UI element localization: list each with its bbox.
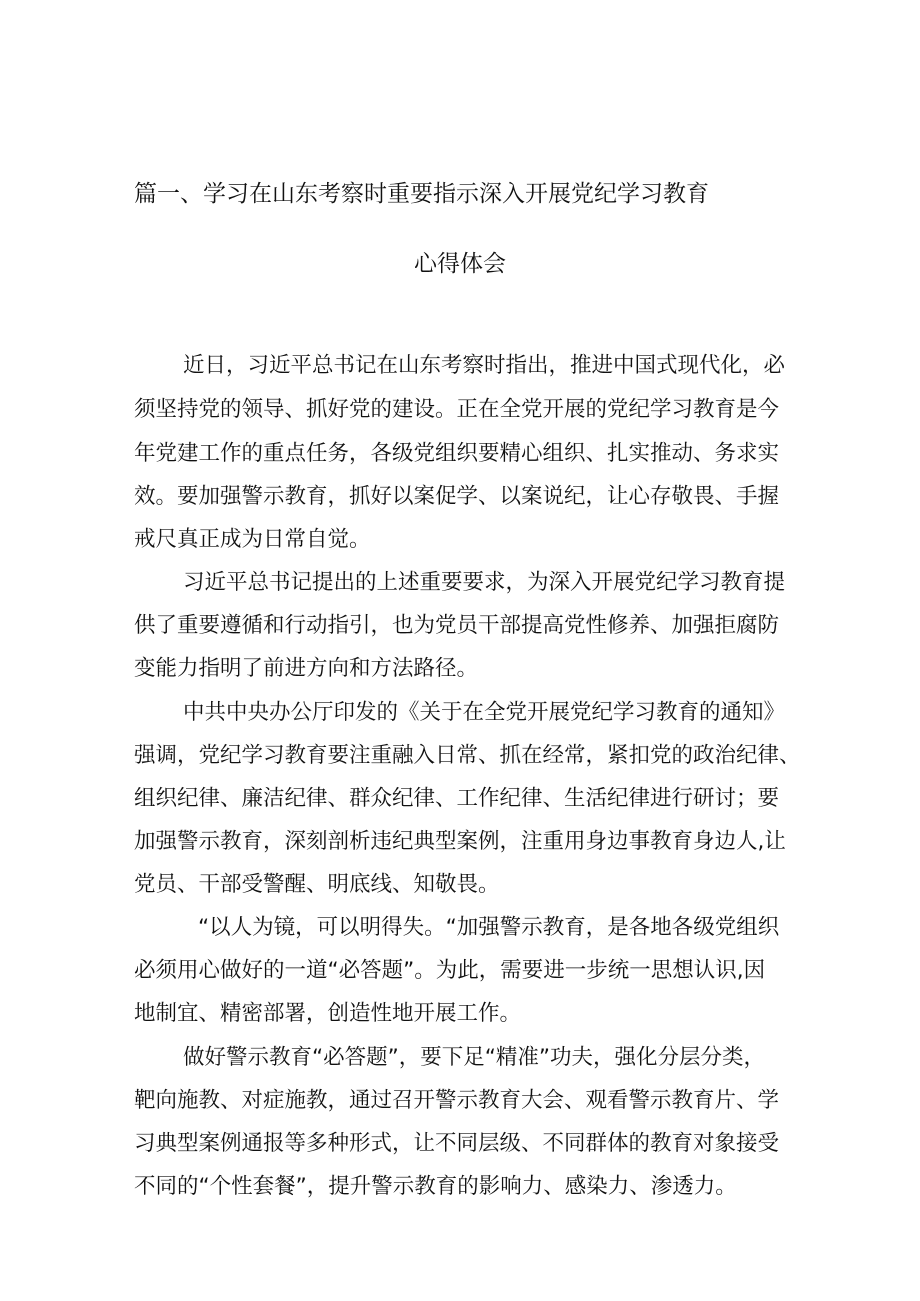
paragraph-line: 供了重要遵循和行动指引，也为党员干部提高党性修养、加强拒腐防: [134, 613, 780, 638]
paragraph-line: 近日，习近平总书记在山东考察时指出，推进中国式现代化，必: [183, 353, 786, 378]
paragraph-line: 不同的“个性套餐”，提升警示教育的影响力、感染力、渗透力。: [134, 1174, 737, 1199]
paragraph-line: 必须用心做好的一道“必答题”。为此，需要进一步统一思想认识,因: [134, 958, 766, 983]
paragraph-line: “以人为镜，可以明得失。“加强警示教育，是各地各级党组织: [198, 915, 780, 940]
paragraph-line: 党员、干部受警醒、明底线、知敬畏。: [134, 872, 500, 897]
paragraph-line: 须坚持党的领导、抓好党的建设。正在全党开展的党纪学习教育是今: [134, 397, 780, 422]
paragraph-line: 变能力指明了前进方向和方法路径。: [134, 656, 479, 681]
paragraph-line: 强调，党纪学习教育要注重融入日常、抓在经常，紧扣党的政治纪律、: [134, 743, 801, 768]
paragraph-line: 做好警示教育“必答题”，要下足“精准”功夫，强化分层分类，: [183, 1045, 766, 1070]
paragraph-line: 靶向施教、对症施教，通过召开警示教育大会、观看警示教育片、学: [134, 1088, 780, 1113]
title-line-1: 篇一、学习在山东考察时重要指示深入开展党纪学习教育: [134, 181, 709, 207]
paragraph-line: 年党建工作的重点任务，各级党组织要精心组织、扎实推动、务求实: [134, 441, 780, 466]
paragraph-line: 戒尺真正成为日常自觉。: [134, 527, 371, 552]
title-line-2: 心得体会: [414, 251, 506, 277]
paragraph-line: 地制宜、精密部署，创造性地开展工作。: [134, 1001, 522, 1026]
paragraph-line: 习近平总书记提出的上述重要要求，为深入开展党纪学习教育提: [183, 570, 786, 595]
paragraph-line: 加强警示教育，深刻剖析违纪典型案例，注重用身边事教育身边人,让: [134, 829, 786, 854]
paragraph-line: 习典型案例通报等多种形式，让不同层级、不同群体的教育对象接受: [134, 1131, 780, 1156]
paragraph-line: 组织纪律、廉洁纪律、群众纪律、工作纪律、生活纪律进行研讨；要: [134, 786, 780, 811]
paragraph-line: 效。要加强警示教育，抓好以案促学、以案说纪，让心存敬畏、手握: [134, 484, 780, 509]
paragraph-line: 中共中央办公厅印发的《关于在全党开展党纪学习教育的通知》: [183, 700, 786, 725]
